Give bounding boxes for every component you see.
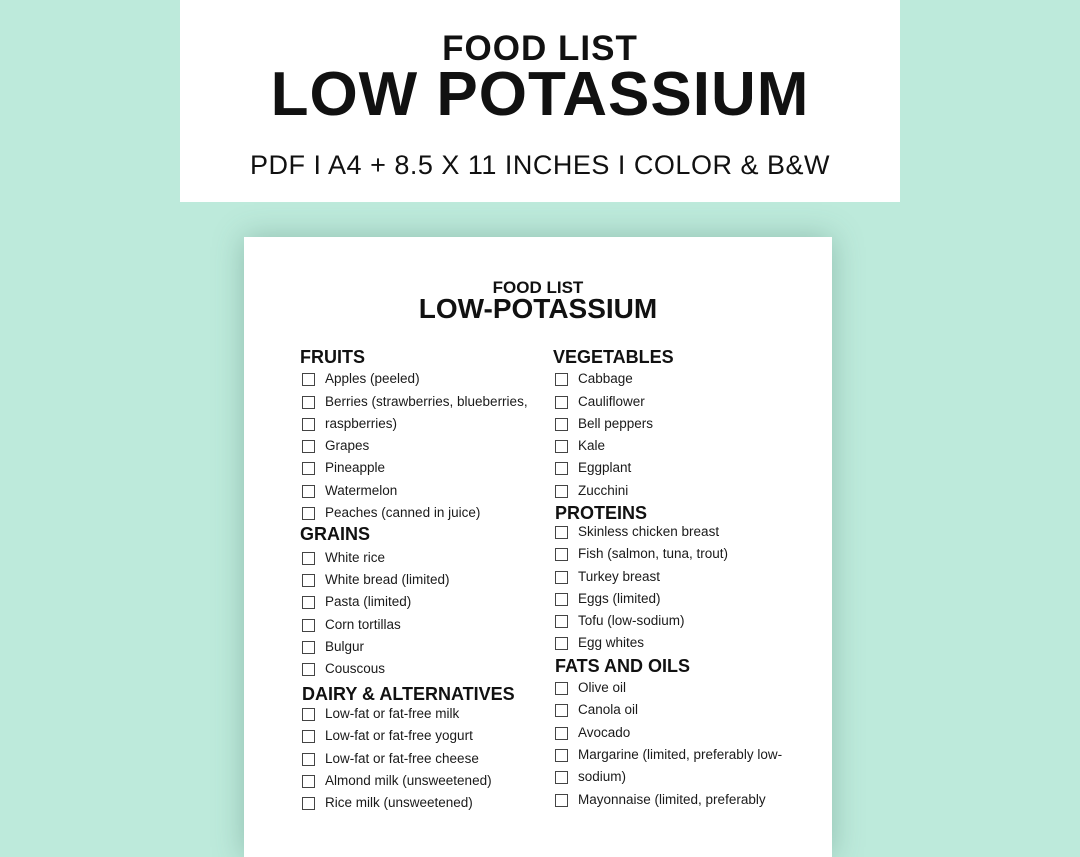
section-heading-fats-oils: FATS AND OILS [555, 656, 690, 676]
checkbox[interactable] [302, 753, 315, 766]
item-label: Tofu (low-sodium) [578, 613, 685, 628]
section-heading-dairy: DAIRY & ALTERNATIVES [302, 684, 515, 704]
item-label: Corn tortillas [325, 617, 401, 632]
item-label: sodium) [578, 769, 627, 784]
checkbox[interactable] [302, 730, 315, 743]
checkbox[interactable] [302, 641, 315, 654]
item-label: Apples (peeled) [325, 371, 420, 386]
item-label: Zucchini [578, 483, 629, 498]
item-label: Cauliflower [578, 394, 645, 409]
checkbox[interactable] [555, 485, 568, 498]
checkbox[interactable] [555, 526, 568, 539]
checkbox[interactable] [302, 552, 315, 565]
checkbox[interactable] [555, 440, 568, 453]
item-label: Watermelon [325, 483, 398, 498]
checkbox[interactable] [302, 797, 315, 810]
checkbox[interactable] [302, 396, 315, 409]
food-list-sheet [244, 237, 832, 857]
item-label: Grapes [325, 438, 370, 453]
checkbox[interactable] [555, 373, 568, 386]
checkbox[interactable] [302, 418, 315, 431]
checkbox[interactable] [555, 418, 568, 431]
checkbox[interactable] [555, 771, 568, 784]
checkbox[interactable] [555, 615, 568, 628]
item-label: Rice milk (unsweetened) [325, 795, 473, 810]
checkbox[interactable] [302, 596, 315, 609]
banner-subtitle: PDF I A4 + 8.5 X 11 INCHES I COLOR & B&W [250, 150, 830, 180]
checkbox[interactable] [302, 462, 315, 475]
item-label: Eggplant [578, 460, 632, 475]
header-banner [180, 0, 900, 202]
item-label: Bulgur [325, 639, 365, 654]
checkbox[interactable] [555, 749, 568, 762]
item-label: Bell peppers [578, 416, 654, 431]
item-label: Eggs (limited) [578, 591, 661, 606]
item-label: Turkey breast [578, 569, 661, 584]
checkbox[interactable] [302, 708, 315, 721]
checkbox[interactable] [302, 775, 315, 788]
checkbox[interactable] [302, 373, 315, 386]
checkbox[interactable] [555, 637, 568, 650]
item-label: raspberries) [325, 416, 398, 431]
item-label: Mayonnaise (limited, preferably [578, 792, 766, 807]
section-heading-proteins: PROTEINS [555, 503, 648, 523]
item-label: Couscous [325, 661, 386, 676]
item-label: White rice [325, 550, 386, 565]
checkbox[interactable] [555, 571, 568, 584]
checkbox[interactable] [555, 396, 568, 409]
item-label: Low-fat or fat-free cheese [325, 751, 479, 766]
item-label: Skinless chicken breast [578, 524, 720, 539]
item-label: Olive oil [578, 680, 627, 695]
checkbox[interactable] [555, 462, 568, 475]
item-label: Almond milk (unsweetened) [325, 773, 492, 788]
checkbox[interactable] [555, 682, 568, 695]
item-label: Egg whites [578, 635, 645, 650]
item-label: Low-fat or fat-free milk [325, 706, 460, 721]
item-label: Peaches (canned in juice) [325, 505, 481, 520]
checkbox[interactable] [302, 440, 315, 453]
item-label: Fish (salmon, tuna, trout) [578, 546, 729, 561]
checkbox[interactable] [555, 794, 568, 807]
banner-kicker: FOOD LIST [442, 29, 638, 68]
checkbox[interactable] [555, 593, 568, 606]
checkbox[interactable] [302, 574, 315, 587]
checkbox[interactable] [555, 704, 568, 717]
item-label: Canola oil [578, 702, 639, 717]
section-heading-grains: GRAINS [300, 524, 371, 544]
checkbox[interactable] [302, 507, 315, 520]
item-label: Cabbage [578, 371, 633, 386]
sheet-kicker: FOOD LIST [492, 278, 584, 297]
item-label: Kale [578, 438, 606, 453]
banner-title: LOW POTASSIUM [270, 60, 810, 129]
checkbox[interactable] [302, 619, 315, 632]
checkbox[interactable] [302, 485, 315, 498]
sheet-title: LOW-POTASSIUM [418, 293, 658, 324]
item-label: White bread (limited) [325, 572, 450, 587]
section-heading-fruits: FRUITS [300, 347, 365, 367]
item-label: Low-fat or fat-free yogurt [325, 728, 473, 743]
checkbox[interactable] [555, 727, 568, 740]
checkbox[interactable] [302, 663, 315, 676]
item-label: Pineapple [325, 460, 386, 475]
item-label: Pasta (limited) [325, 594, 412, 609]
item-label: Margarine (limited, preferably low- [578, 747, 783, 762]
checkbox[interactable] [555, 548, 568, 561]
section-heading-vegetables: VEGETABLES [553, 347, 674, 367]
item-label: Avocado [578, 725, 631, 740]
item-label: Berries (strawberries, blueberries, [325, 394, 528, 409]
